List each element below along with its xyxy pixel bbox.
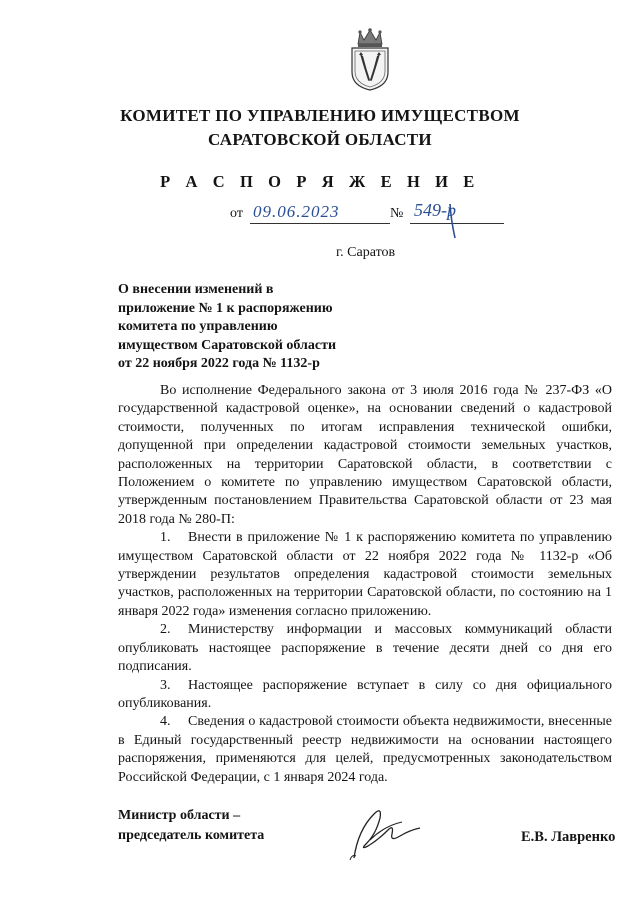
subject-line: комитета по управлению — [118, 319, 278, 334]
list-item — [118, 529, 612, 621]
city: г. Саратов — [336, 245, 396, 260]
subject-line: О внесении изменений в — [118, 282, 274, 297]
signer-name: Е.В. Лавренко — [521, 829, 616, 845]
intro-paragraph: Во исполнение Федерального закона от 3 июля 2016 года № 237-ФЗ «О государственной кадастровой оценке», на основании сведений о кадастровой стоимости, полученных по итогам исправления технической ошибки, допущенной при определении кадастровой стоимости земельных участков, расположенных на территории Саратовской области, в соответствии с Положением о комитете по управлению имуществом Саратовской области, утвержденным постановлением Правительства Саратовской области от 23 мая 2018 года № 280-П: — [118, 383, 612, 527]
item-text: Сведения о кадастровой стоимости объекта недвижимости, внесенные в Единый государственный реестр недвижимости на основании настоящего распоряжения, применяются для целей, предусмотренных законодательством Российской Федерации, с 1 января 2024 года. — [118, 714, 612, 785]
signature-icon — [340, 800, 430, 864]
subject-line: от 22 ноября 2022 года № 1132-р — [118, 356, 320, 371]
list-item — [118, 621, 612, 676]
item-text: Министерству информации и массовых коммуникаций области опубликовать настоящее распоряжение в течение десяти дней со дня его подписания. — [118, 622, 612, 675]
item-number: 1. — [160, 530, 171, 546]
item-number: 4. — [160, 714, 171, 730]
document-subject — [118, 281, 378, 374]
item-text: Внести в приложение № 1 к распоряжению комитета по управлению имуществом Саратовской области от 22 ноября 2022 года № 1132-р «Об утверждении результатов определения кадастровой стоимости земельных участков, расположенных на территории Саратовской области, по состоянию на 1 января 2022 года» изменения согласно приложению. — [118, 530, 612, 619]
list-item — [118, 713, 612, 787]
signatory-title-line1: Министр области – — [118, 808, 241, 823]
date-underline — [250, 223, 390, 224]
subject-line: приложение № 1 к распоряжению — [118, 300, 333, 316]
item-number: 3. — [160, 677, 171, 693]
item-text: Настоящее распоряжение вступает в силу со дня официального опубликования. — [118, 677, 612, 711]
handwritten-stroke-icon — [446, 200, 462, 242]
document-type-title: Р А С П О Р Я Ж Е Н И Е — [160, 172, 480, 191]
document-number: 549-р — [414, 200, 456, 220]
organization-name-line2: САРАТОВСКОЙ ОБЛАСТИ — [208, 130, 432, 149]
date-prefix: от — [230, 206, 243, 221]
number-sign: № — [390, 206, 404, 221]
document-body — [118, 382, 612, 787]
document-date: 09.06.2023 — [253, 202, 340, 221]
item-number: 2. — [160, 622, 171, 638]
signatory-title-line2: председатель комитета — [118, 828, 265, 843]
subject-line: имуществом Саратовской области — [118, 337, 337, 353]
signatory-title — [118, 806, 264, 846]
organization-name-line1: КОМИТЕТ ПО УПРАВЛЕНИЮ ИМУЩЕСТВОМ — [120, 106, 520, 125]
list-item — [118, 677, 612, 714]
coat-of-arms-icon — [348, 28, 392, 92]
